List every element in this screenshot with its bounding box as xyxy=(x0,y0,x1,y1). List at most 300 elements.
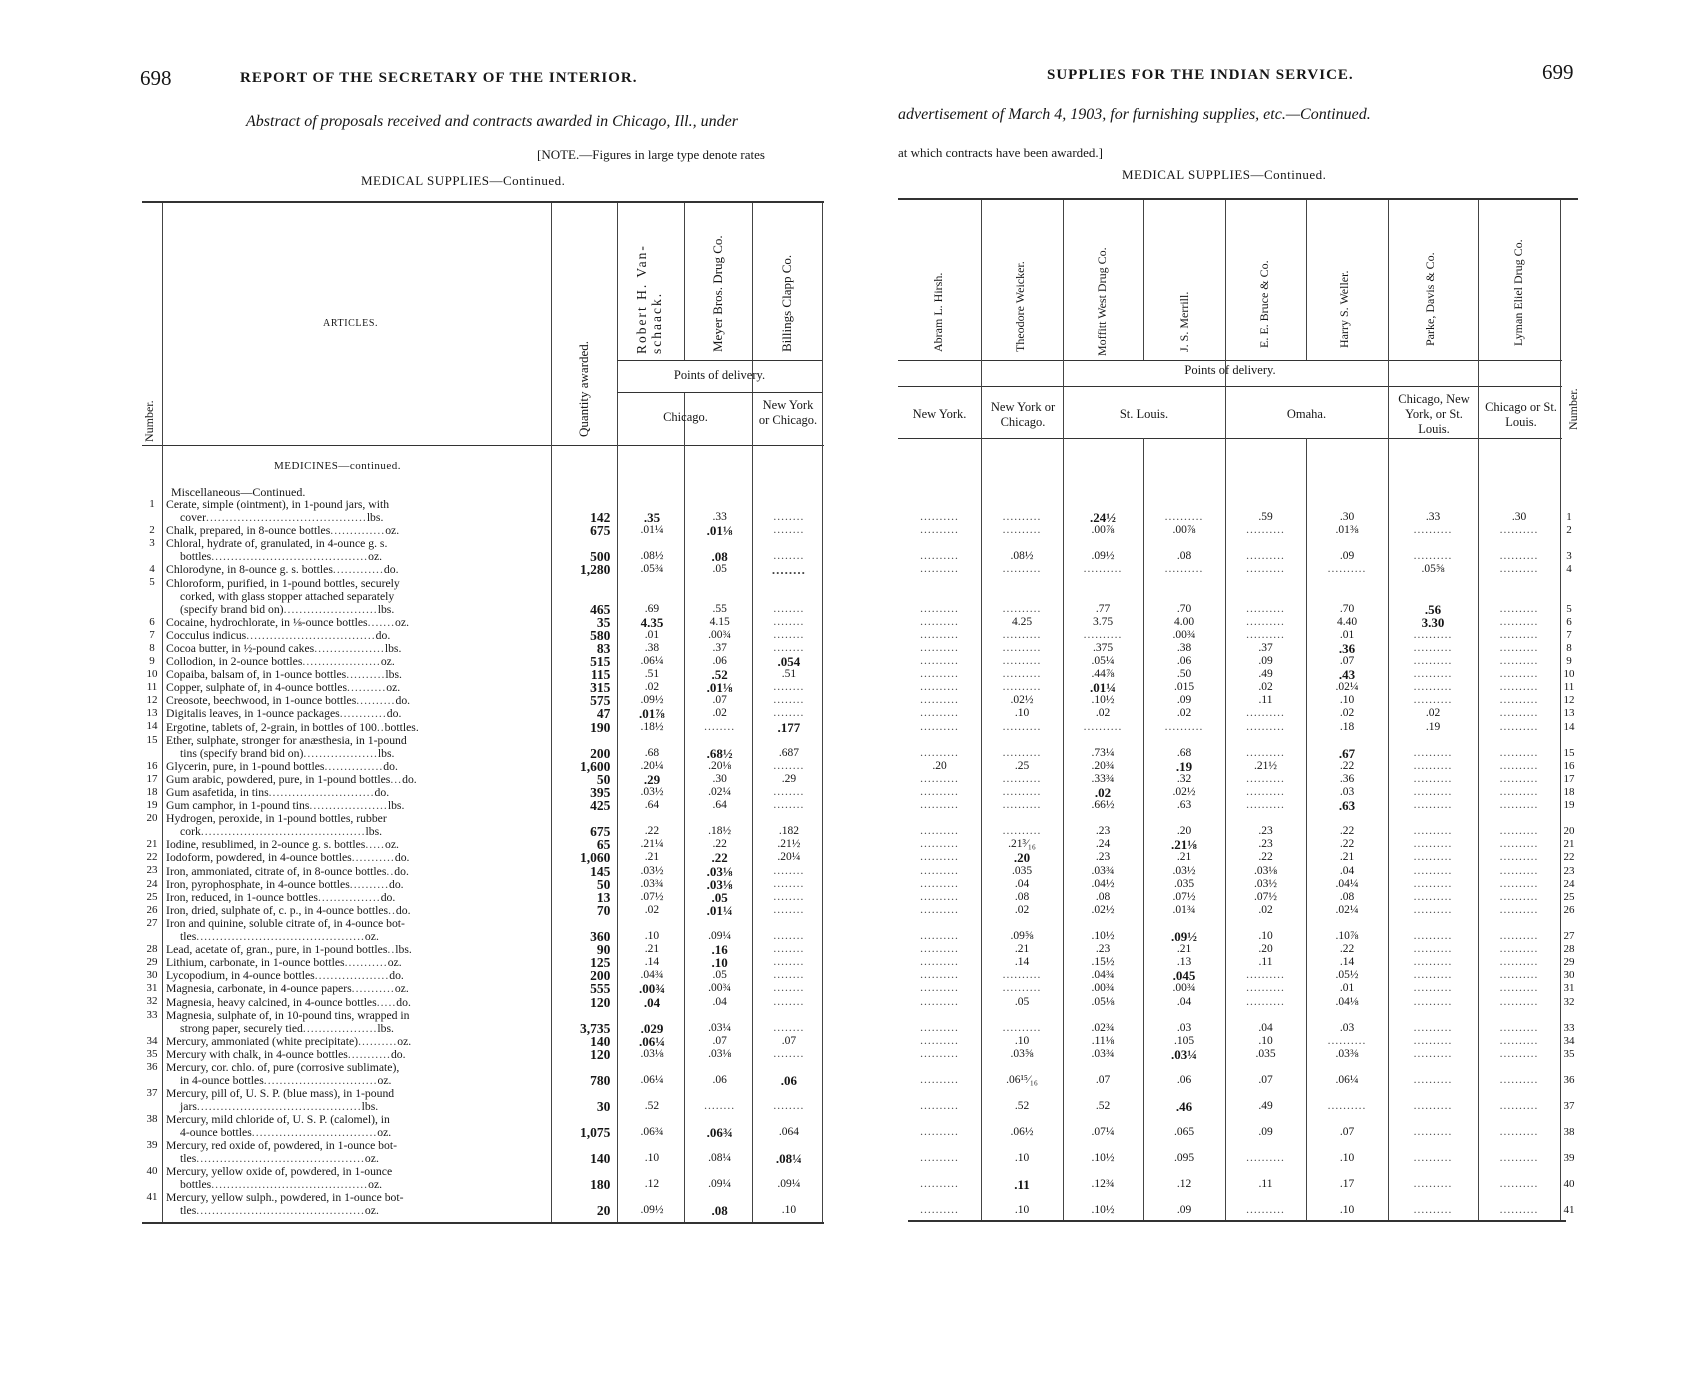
row-number: 37 xyxy=(1563,1100,1575,1113)
blank-dots: .......... xyxy=(1499,1100,1539,1113)
quantity-header: Quantity awarded. xyxy=(576,340,591,437)
right-page-number: 699 xyxy=(1542,60,1574,84)
row-number: 28 xyxy=(146,942,158,955)
bid-price: .46 xyxy=(1175,1099,1193,1115)
blank-dots: .......... xyxy=(1246,1152,1285,1165)
articles-header: ARTICLES. xyxy=(323,318,379,329)
blank-dots: ........ xyxy=(773,1021,805,1034)
table-row xyxy=(898,917,1578,943)
article-description: Cocculus indicus.................................do. xyxy=(166,628,391,642)
leader-dots: .................... xyxy=(302,654,381,668)
bid-price: .44⅞ xyxy=(1091,668,1115,681)
bid-price: .14 xyxy=(1339,956,1355,969)
bid-price: .00¾ xyxy=(1172,628,1196,641)
bid-price: .20 xyxy=(1013,850,1031,866)
blank-dots: .......... xyxy=(1413,641,1453,654)
blank-dots: .......... xyxy=(1413,1126,1453,1139)
bid-price xyxy=(1478,694,1560,707)
quantity-awarded: 30 xyxy=(596,1099,611,1115)
table-row xyxy=(898,1061,1578,1087)
bid-price: .09¼ xyxy=(777,1178,801,1191)
bid-price xyxy=(754,629,824,642)
table-row xyxy=(142,629,824,642)
article-description: Glycerin, pure, in 1-pound bottles...............do. xyxy=(166,759,398,773)
bid-price xyxy=(1388,694,1478,707)
blank-dots: ........ xyxy=(773,615,805,628)
row-number: 9 xyxy=(149,654,155,667)
bid-price xyxy=(1388,956,1478,969)
article-description: Gum camphor, in 1-pound tins....................lbs. xyxy=(166,799,405,813)
left-section-title: MEDICAL SUPPLIES—Continued. xyxy=(361,173,566,188)
quantity-awarded: 515 xyxy=(590,653,611,669)
blank-dots: ........ xyxy=(773,641,805,654)
row-number: 12 xyxy=(1563,694,1575,707)
table-row xyxy=(898,995,1578,1008)
blank-dots: .......... xyxy=(1499,1178,1539,1191)
bid-price: .20 xyxy=(932,759,947,772)
blank-dots: .......... xyxy=(920,956,959,969)
article-description: Iron and quinine, soluble citrate of, in 4-ounce bot- tles...........................................oz. xyxy=(166,916,405,943)
bid-price xyxy=(898,838,981,851)
table-row xyxy=(898,982,1578,995)
row-number: 30 xyxy=(1563,969,1575,982)
article-description: Mercury with chalk, in 4-ounce bottles...........do. xyxy=(166,1047,406,1061)
bid-price xyxy=(1478,524,1560,537)
blank-dots: .......... xyxy=(1499,615,1539,628)
right-delivery-chicago-stl: Chicago or St. Louis. xyxy=(1485,400,1557,429)
quantity-awarded: 90 xyxy=(596,942,611,958)
blank-dots: .......... xyxy=(1413,1204,1453,1217)
bid-price: 4.00 xyxy=(1173,615,1195,628)
row-number: 7 xyxy=(1566,628,1572,641)
bid-price xyxy=(1478,943,1560,956)
blank-dots: .......... xyxy=(1413,851,1453,864)
blank-dots: .......... xyxy=(1413,864,1453,877)
blank-dots: .......... xyxy=(920,1100,959,1113)
bid-price: .01⅜ xyxy=(1335,524,1359,537)
bid-price: .22 xyxy=(1339,825,1355,838)
leader-dots: ........... xyxy=(351,982,395,996)
blank-dots: ........ xyxy=(773,890,805,903)
leader-dots: .......... xyxy=(347,681,387,695)
blank-dots: ........ xyxy=(773,799,805,812)
bid-price xyxy=(1388,995,1478,1008)
blank-dots: .......... xyxy=(1246,707,1285,720)
row-number: 26 xyxy=(146,903,158,916)
blank-dots: .......... xyxy=(1246,785,1285,798)
blank-dots: .......... xyxy=(1499,903,1539,916)
row-number: 11 xyxy=(146,681,158,694)
right-delivery-new-york: New York. xyxy=(912,407,967,421)
blank-dots: .......... xyxy=(1246,563,1285,576)
bid-price: .14 xyxy=(1014,956,1030,969)
row-number: 20 xyxy=(1563,825,1575,838)
bid-price: .23 xyxy=(1095,943,1111,956)
bidder-van-schaack: Robert H. Van-schaack. xyxy=(634,244,664,354)
bid-price: .08½ xyxy=(640,550,664,563)
bid-price: .16 xyxy=(711,942,728,958)
bid-price xyxy=(1478,812,1560,838)
bid-price xyxy=(1388,1061,1478,1087)
blank-dots: .......... xyxy=(1413,628,1453,641)
bid-price xyxy=(1225,707,1306,720)
blank-dots: ........ xyxy=(773,524,805,537)
bid-price: .05 xyxy=(711,889,728,905)
row-number: 8 xyxy=(1566,641,1572,654)
bid-price: .68½ xyxy=(706,745,733,761)
bid-price: .49 xyxy=(1258,1100,1273,1113)
right-number-header: Number. xyxy=(1566,388,1580,430)
leader-dots: ....... xyxy=(367,615,396,629)
table-row xyxy=(142,760,824,773)
blank-dots: .......... xyxy=(920,524,959,537)
bid-price: .52 xyxy=(1095,1100,1111,1113)
quantity-awarded: 13 xyxy=(596,889,611,905)
bid-price: .07 xyxy=(1339,1126,1355,1139)
quantity-awarded: 180 xyxy=(590,1177,611,1193)
article-description: Cocaine, hydrochlorate, in ⅛-ounce bottles.......oz. xyxy=(166,615,409,629)
bid-price: .23 xyxy=(1095,851,1111,864)
blank-dots: .......... xyxy=(1499,720,1539,733)
blank-dots: ........ xyxy=(773,943,805,956)
quantity-awarded: 142 xyxy=(590,510,611,526)
bid-price: .23 xyxy=(1258,825,1273,838)
bid-price xyxy=(754,917,824,943)
bid-price: .03⅛ xyxy=(708,1047,732,1060)
bid-price xyxy=(898,1139,981,1165)
blank-dots: ........ xyxy=(771,562,806,578)
article-description: Gum arabic, powdered, pure, in 1-pound bottles...do. xyxy=(166,772,417,786)
blank-dots: .......... xyxy=(1246,799,1285,812)
table-row xyxy=(142,786,824,799)
bid-price xyxy=(754,786,824,799)
blank-dots: .......... xyxy=(1083,628,1123,641)
quantity-awarded: 1,075 xyxy=(580,1125,611,1141)
bid-price xyxy=(1478,904,1560,917)
bid-price xyxy=(754,1009,824,1035)
leader-dots: .......... xyxy=(358,1034,398,1048)
blank-dots: .......... xyxy=(1499,563,1539,576)
bid-price: .05 xyxy=(1014,995,1030,1008)
bid-price: .045 xyxy=(1172,968,1196,984)
bid-price: .03¾ xyxy=(1091,1047,1115,1060)
row-number: 2 xyxy=(149,524,155,537)
bid-price xyxy=(1388,878,1478,891)
bid-price: .22 xyxy=(1258,851,1273,864)
row-number: 6 xyxy=(1566,615,1572,628)
blank-dots: .......... xyxy=(1499,995,1539,1008)
blank-dots: .......... xyxy=(920,1178,959,1191)
table-row xyxy=(898,616,1578,629)
bid-price xyxy=(1478,851,1560,864)
quantity-awarded: 120 xyxy=(590,994,611,1010)
blank-dots: .......... xyxy=(920,602,959,615)
bid-price: .07 xyxy=(781,1034,797,1047)
quantity-awarded: 3,735 xyxy=(580,1020,611,1036)
bid-price: .07½ xyxy=(1254,890,1277,903)
bid-price: .10½ xyxy=(1091,1152,1115,1165)
bid-price xyxy=(1478,642,1560,655)
bid-price xyxy=(898,563,981,576)
bid-price xyxy=(1388,642,1478,655)
leader-dots: .. xyxy=(387,943,396,957)
bid-price xyxy=(1478,799,1560,812)
left-table-body xyxy=(142,498,824,1217)
bid-price: .63 xyxy=(1338,798,1356,814)
bid-price xyxy=(1388,943,1478,956)
bid-price xyxy=(1388,891,1478,904)
row-number: 10 xyxy=(1563,668,1575,681)
bid-price xyxy=(1388,982,1478,995)
bid-price: .03 xyxy=(1339,785,1355,798)
bidder-billings-clapp: Billings Clapp Co. xyxy=(779,254,794,352)
table-row xyxy=(142,851,824,864)
blank-dots: .......... xyxy=(1413,1073,1453,1086)
blank-dots: .......... xyxy=(1246,995,1285,1008)
table-row xyxy=(142,799,824,812)
row-number: 24 xyxy=(146,877,158,890)
blank-dots: .......... xyxy=(920,707,959,720)
bid-price: .20¼ xyxy=(777,851,801,864)
blank-dots: .......... xyxy=(1499,877,1539,890)
blank-dots: .......... xyxy=(1413,943,1453,956)
row-number: 33 xyxy=(1563,1021,1575,1034)
table-row xyxy=(142,773,824,786)
table-row xyxy=(142,668,824,681)
blank-dots: ........ xyxy=(773,550,805,563)
blank-dots: .......... xyxy=(1499,550,1539,563)
quantity-awarded: 575 xyxy=(590,693,611,709)
blank-dots: .......... xyxy=(1413,969,1453,982)
row-number: 41 xyxy=(1563,1204,1575,1217)
article-description: Gum asafetida, in tins...........................do. xyxy=(166,785,390,799)
quantity-awarded: 140 xyxy=(590,1033,611,1049)
quantity-awarded: 425 xyxy=(590,798,611,814)
bid-price xyxy=(1478,1035,1560,1048)
bid-price: .01 xyxy=(1339,982,1355,995)
blank-dots: .......... xyxy=(920,1204,959,1217)
table-row xyxy=(142,1061,824,1087)
bid-price: .56 xyxy=(1424,601,1442,617)
bid-price: 3.75 xyxy=(1092,615,1114,628)
bid-price xyxy=(981,668,1063,681)
row-number: 13 xyxy=(1563,707,1575,720)
bid-price: .09 xyxy=(1258,654,1273,667)
bid-price: .07 xyxy=(1095,1073,1111,1086)
table-row xyxy=(898,799,1578,812)
table-row xyxy=(898,1087,1578,1113)
bid-price: .55 xyxy=(712,602,727,615)
table-row xyxy=(898,786,1578,799)
bid-price: .20¾ xyxy=(1091,759,1115,772)
blank-dots: .......... xyxy=(1499,654,1539,667)
table-row xyxy=(898,1139,1578,1165)
bid-price: .12 xyxy=(644,1178,660,1191)
quantity-awarded: 465 xyxy=(590,601,611,617)
article-description: Digitalis leaves, in 1-ounce packages............do. xyxy=(166,707,402,721)
blank-dots: .......... xyxy=(1083,563,1123,576)
left-running-head: REPORT OF THE SECRETARY OF THE INTERIOR. xyxy=(240,70,638,86)
bid-price xyxy=(898,1061,981,1087)
bid-price: .02 xyxy=(1258,903,1273,916)
right-delivery-chicago-ny-stl: Chicago, New York, or St. Louis. xyxy=(1398,392,1470,436)
article-description: Mercury, ammoniated (white precipitate)..........oz. xyxy=(166,1034,412,1048)
bid-price xyxy=(1478,655,1560,668)
bid-price xyxy=(981,576,1063,615)
bid-price xyxy=(1388,668,1478,681)
bid-price: .18½ xyxy=(708,825,732,838)
row-number: 27 xyxy=(1563,929,1575,942)
blank-dots: ........ xyxy=(773,694,805,707)
bid-price: .03¾ xyxy=(1091,864,1115,877)
row-number: 16 xyxy=(1563,759,1575,772)
blank-dots: .......... xyxy=(920,746,959,759)
bid-price: .09½ xyxy=(640,1204,664,1217)
bid-price: .10½ xyxy=(1091,694,1115,707)
blank-dots: .......... xyxy=(1499,1126,1539,1139)
blank-dots: ........ xyxy=(773,707,805,720)
bid-price: .30 xyxy=(1339,511,1355,524)
article-description: Chloral, hydrate of, granulated, in 4-ounce g. s. bottles........................................oz. xyxy=(166,537,388,564)
blank-dots: .......... xyxy=(1413,1100,1453,1113)
blank-dots: .......... xyxy=(1327,1034,1367,1047)
blank-dots: .......... xyxy=(1246,550,1285,563)
bid-price xyxy=(1478,1048,1560,1061)
bid-price: .51 xyxy=(644,668,660,681)
blank-dots: .......... xyxy=(1413,982,1453,995)
bid-price xyxy=(1478,576,1560,615)
blank-dots: .......... xyxy=(920,511,959,524)
bid-price: .01⅛ xyxy=(706,680,733,696)
blank-dots: .......... xyxy=(1499,1047,1539,1060)
blank-dots: .......... xyxy=(1413,903,1453,916)
bid-price: .02 xyxy=(712,707,727,720)
bid-price: .02 xyxy=(1095,707,1111,720)
table-row xyxy=(898,1035,1578,1048)
quantity-awarded: 50 xyxy=(596,876,611,892)
table-row xyxy=(898,1048,1578,1061)
bid-price: .02 xyxy=(1425,707,1441,720)
row-number: 10 xyxy=(146,667,158,680)
blank-dots: .......... xyxy=(920,681,959,694)
blank-dots: .......... xyxy=(1327,563,1367,576)
bid-price: .10 xyxy=(711,955,728,971)
bid-price xyxy=(754,943,824,956)
bid-price: .09 xyxy=(1176,694,1192,707)
bid-price xyxy=(1225,720,1306,733)
bid-price: .01 xyxy=(644,628,660,641)
blank-dots: .......... xyxy=(1499,969,1539,982)
bid-price: .03⅛ xyxy=(706,863,733,879)
leader-dots: ........... xyxy=(351,851,395,865)
blank-dots: .......... xyxy=(1002,772,1042,785)
article-description: Iron, ammoniated, citrate of, in 8-ounce bottles..do. xyxy=(166,864,409,878)
right-note: at which contracts have been awarded.] xyxy=(898,145,1104,160)
bidder-ee-bruce: E. E. Bruce & Co. xyxy=(1257,260,1271,348)
article-description: Mercury, red oxide of, powdered, in 1-ounce bot- tles...........................................oz. xyxy=(166,1139,398,1166)
bid-price: .29 xyxy=(781,772,797,785)
bid-price xyxy=(898,799,981,812)
bid-price xyxy=(754,524,824,537)
row-number: 15 xyxy=(146,733,158,746)
leader-dots: .............. xyxy=(330,524,386,538)
bid-price: .02 xyxy=(1258,681,1273,694)
table-row xyxy=(142,969,824,982)
bid-price: .01¾ xyxy=(1172,903,1196,916)
bid-price: .21½ xyxy=(1254,759,1277,772)
bid-price: .50 xyxy=(1176,668,1192,681)
bid-price: .10 xyxy=(644,1152,660,1165)
bid-price: .06 xyxy=(1176,1073,1192,1086)
blank-dots: .......... xyxy=(920,1126,959,1139)
blank-dots: ........ xyxy=(773,903,805,916)
bid-price xyxy=(1388,629,1478,642)
blank-dots: .......... xyxy=(920,628,959,641)
bidder-parke-davis: Parke, Davis & Co. xyxy=(1423,252,1437,346)
row-number: 9 xyxy=(1566,654,1572,667)
bid-price xyxy=(1143,498,1225,524)
table-row xyxy=(898,773,1578,786)
bid-price: .21⅛ xyxy=(1171,837,1197,853)
bidder-js-merrill: J. S. Merrill. xyxy=(1177,291,1191,352)
bid-price: .70 xyxy=(1339,602,1355,615)
blank-dots: ........ xyxy=(773,681,805,694)
leader-dots: ............. xyxy=(332,563,384,577)
blank-dots: .......... xyxy=(920,943,959,956)
bid-price xyxy=(898,642,981,655)
blank-dots: .......... xyxy=(920,1047,959,1060)
bid-price: .06 xyxy=(712,654,727,667)
bid-price: .37 xyxy=(1258,641,1273,654)
blank-dots: .......... xyxy=(920,851,959,864)
left-page-number: 698 xyxy=(140,66,172,90)
article-description: Magnesia, carbonate, in 4-ounce papers...........oz. xyxy=(166,982,409,996)
bid-price: .52 xyxy=(711,667,728,683)
bid-price: .24 xyxy=(1095,838,1111,851)
bid-price: .10 xyxy=(1339,694,1355,707)
blank-dots: .......... xyxy=(920,929,959,942)
bid-price xyxy=(1388,1035,1478,1048)
article-description: Collodion, in 2-ounce bottles....................oz. xyxy=(166,654,395,668)
bid-price xyxy=(981,681,1063,694)
bid-price: .38 xyxy=(1176,641,1192,654)
bid-price xyxy=(1478,1061,1560,1087)
row-number: 18 xyxy=(146,785,158,798)
bid-price xyxy=(1225,773,1306,786)
bid-price xyxy=(1063,563,1143,576)
blank-dots: .......... xyxy=(1499,772,1539,785)
bid-price: .09½ xyxy=(640,694,664,707)
blank-dots: .......... xyxy=(1499,1021,1539,1034)
bid-price: .30 xyxy=(712,772,727,785)
blank-dots: .......... xyxy=(1246,615,1285,628)
bid-price xyxy=(981,799,1063,812)
row-number: 31 xyxy=(146,982,158,995)
bid-price xyxy=(1225,995,1306,1008)
quantity-awarded: 780 xyxy=(590,1072,611,1088)
article-description: Copaiba, balsam of, in 1-ounce bottles..........lbs. xyxy=(166,668,402,682)
row-number: 8 xyxy=(149,641,155,654)
row-number: 39 xyxy=(1563,1152,1575,1165)
bid-price xyxy=(898,616,981,629)
bid-price xyxy=(754,956,824,969)
bid-price xyxy=(754,694,824,707)
blank-dots: .......... xyxy=(920,1034,959,1047)
leader-dots: .......... xyxy=(356,694,396,708)
article-description: Chalk, prepared, in 8-ounce bottles..............oz. xyxy=(166,524,400,538)
blank-dots: ........ xyxy=(773,995,805,1008)
bid-price: .09 xyxy=(1258,1126,1273,1139)
